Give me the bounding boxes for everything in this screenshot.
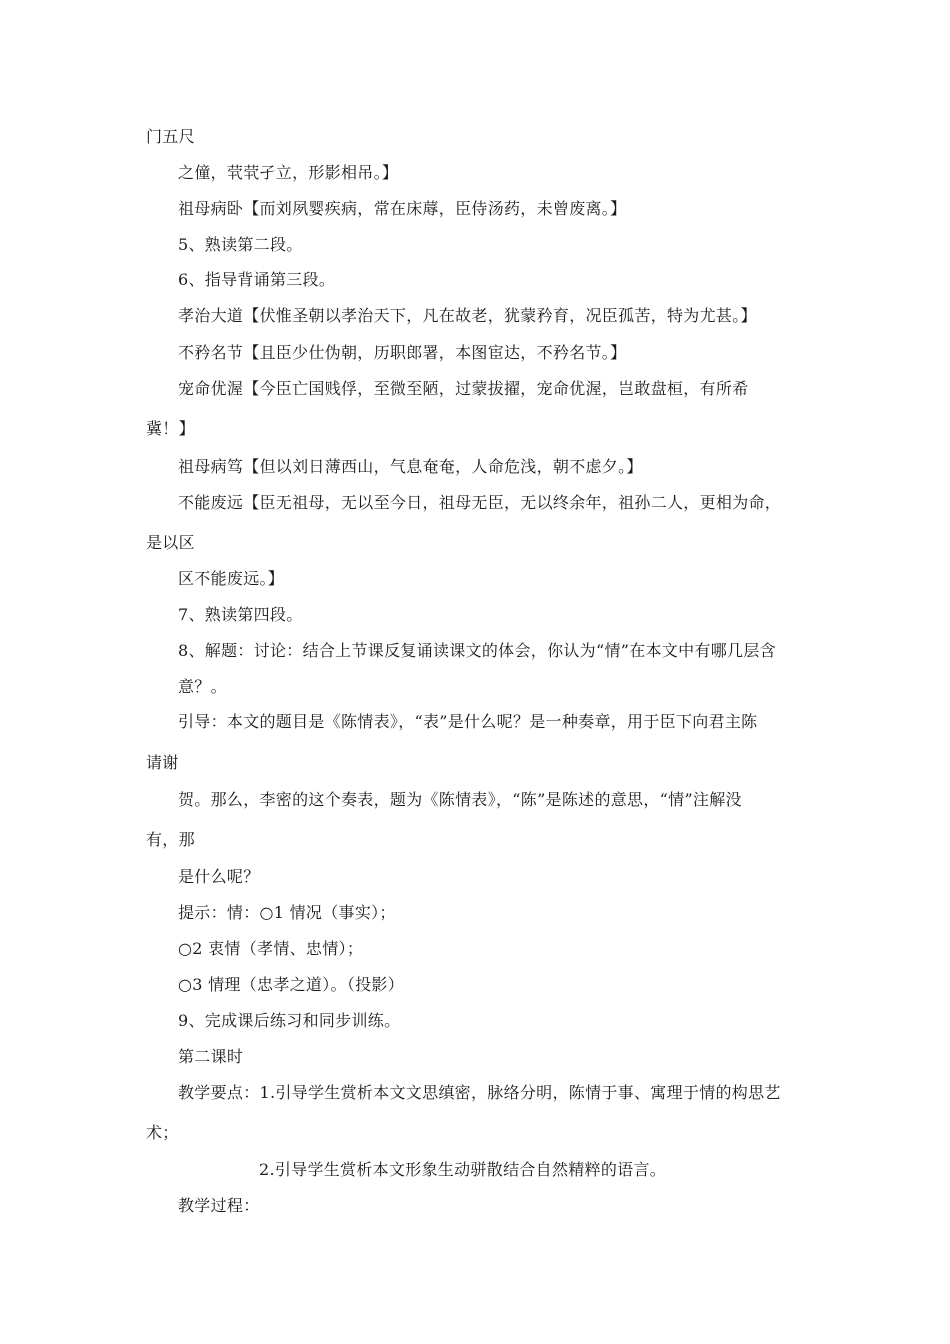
text-line: ○3 情理（忠孝之道）。（投影） bbox=[178, 975, 405, 994]
text-line: ○2 衷情（孝情、忠情）； bbox=[178, 939, 364, 958]
section-heading: 第二课时 bbox=[178, 1047, 244, 1066]
text-line: 冀！】 bbox=[146, 419, 195, 438]
text-line: 门五尺 bbox=[146, 127, 195, 146]
text-line: 7、熟读第四段。 bbox=[178, 605, 303, 624]
text-line: 祖母病卧【而刘夙婴疾病，常在床蓐，臣侍汤药，未曾废离。】 bbox=[178, 199, 627, 218]
text-line: 5、熟读第二段。 bbox=[178, 235, 303, 254]
text-line: 8、解题：讨论：结合上节课反复诵读课文的体会，你认为“情”在本文中有哪几层含 bbox=[178, 641, 776, 660]
text-line: 宠命优渥【今臣亡国贱俘，至微至陋，过蒙拔擢，宠命优渥，岂敢盘桓，有所希 bbox=[178, 379, 749, 398]
text-line: 不矜名节【且臣少仕伪朝，历职郎署，本图宦达，不矜名节。】 bbox=[178, 343, 627, 362]
text-line: 2.引导学生赏析本文形象生动骈散结合自然精粹的语言。 bbox=[259, 1160, 667, 1179]
text-line: 祖母病笃【但以刘日薄西山，气息奄奄，人命危浅，朝不虑夕。】 bbox=[178, 457, 643, 476]
text-line: 区不能废远。】 bbox=[178, 569, 285, 588]
text-line: 不能废远【臣无祖母，无以至今日，祖母无臣，无以终余年，祖孙二人，更相为命， bbox=[178, 493, 782, 512]
text-line: 孝治大道【伏惟圣朝以孝治天下，凡在故老，犹蒙矜育，况臣孤苦，特为尤甚。】 bbox=[178, 306, 757, 325]
text-line: 教学过程： bbox=[178, 1196, 260, 1215]
text-line: 贺。那么，李密的这个奏表，题为《陈情表》，“陈”是陈述的意思，“情”注解没 bbox=[178, 790, 742, 809]
text-line: 6、指导背诵第三段。 bbox=[178, 270, 336, 289]
text-line: 是什么呢？ bbox=[178, 867, 260, 886]
text-line: 之僮，茕茕孑立，形影相吊。】 bbox=[178, 163, 399, 182]
text-line: 提示：情：○1 情况（事实）； bbox=[178, 903, 396, 922]
text-line: 教学要点：1.引导学生赏析本文文思缜密，脉络分明，陈情于事、寓理于情的构思艺 bbox=[178, 1083, 781, 1102]
text-line: 是以区 bbox=[146, 533, 195, 552]
text-line: 请谢 bbox=[146, 753, 179, 772]
text-line: 9、完成课后练习和同步训练。 bbox=[178, 1011, 401, 1030]
text-line: 术； bbox=[146, 1123, 179, 1142]
text-line: 有，那 bbox=[146, 830, 195, 849]
text-line: 引导：本文的题目是《陈情表》，“表”是什么呢？是一种奏章，用于臣下向君主陈 bbox=[178, 712, 758, 731]
text-line: 意？。 bbox=[178, 677, 227, 696]
